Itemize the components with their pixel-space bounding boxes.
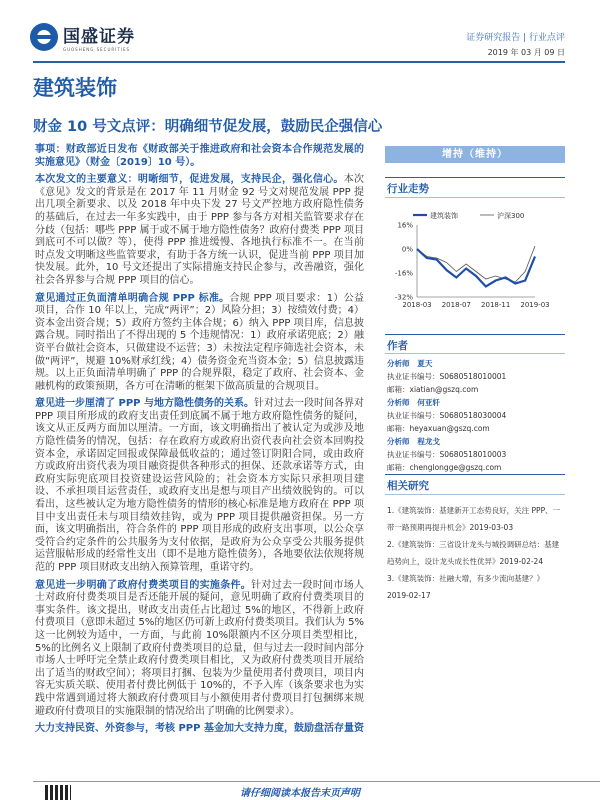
header-divider — [33, 61, 565, 63]
report-type: 证券研究报告 | 行业点评 — [466, 33, 565, 43]
y-tick-label: -16% — [394, 269, 413, 278]
cert-number: S0680518010001 — [439, 372, 507, 381]
logo-text: 国盛证券 — [63, 27, 135, 47]
related-heading: 相关研究 — [387, 480, 429, 492]
y-tick-label: 16% — [397, 221, 413, 230]
related-item[interactable]: 1.《建筑装饰：基建新开工态势良好，关注 PPP、一带一路预期再提升机会》2019-03-03 — [387, 506, 561, 532]
cert-label: 执业证书编号： — [387, 372, 440, 381]
author-email[interactable]: heyaxuan@gszq.com — [409, 424, 490, 433]
authors-heading: 作者 — [387, 340, 408, 352]
qr-code-icon — [45, 785, 71, 800]
related-item[interactable]: 2.《建筑装饰：三省设计龙头与城投调研总结：基建趋势向上，设计龙头成长性优异》2019-02-24 — [387, 540, 560, 566]
divider — [385, 353, 565, 354]
cert-number: S0680518010003 — [439, 450, 507, 459]
trend-chart — [385, 205, 565, 325]
paragraph-body: 合规 PPP 项目要求：1）公益项目，合作 10 年以上，完成“两评”；2）风险分担；3）按绩效付费；4）资本金出资合规；5）政府方签约主体合规；6）纳入 PPP 项目库，信息披露合规。同时指出了不得出现的 5 个违规情况：1）政府承诺兜底；2）融资平台做社会资本，只做建设不运营；3）未按法定程序筛选社会资本，未做“两评”，规避 10%财承红线；4）债务资金充当资本金；5）信息披露违规。以上正负面清单明确了 PPP 的合规界限，稳定了政府、社会资本、金融机构的政策预期，各方可在清晰的框架下做高质量的合规项目。 — [35, 292, 365, 392]
divider — [385, 474, 565, 475]
author-role: 分析师 — [387, 359, 410, 368]
paragraph-lead: 本次发文的主要意义：明晰细节，促进发展，支持民企，强化信心。 — [35, 174, 344, 186]
legend-label: 沪深300 — [497, 212, 525, 220]
divider — [385, 334, 565, 335]
footer-divider — [33, 781, 600, 782]
email-label: 邮箱： — [387, 385, 410, 394]
author-card — [387, 357, 567, 396]
paragraph — [35, 723, 364, 736]
y-tick-label: 0% — [401, 245, 413, 254]
divider — [385, 197, 565, 198]
rating-badge: 增持（维持） — [385, 146, 565, 163]
x-tick-label: 2018-07 — [441, 301, 471, 309]
logo-mark-icon — [30, 23, 58, 51]
paragraph-lead: 意见通过正负面清单明确合规 PPP 标准。 — [35, 292, 230, 304]
email-label: 邮箱： — [387, 463, 410, 472]
author-role: 分析师 — [387, 398, 410, 407]
author-card — [387, 435, 567, 474]
paragraph-lead: 意见进一步厘清了 PPP 与地方隐性债务的关系。 — [35, 398, 254, 410]
paragraph-lead: 大力支持民资、外资参与，考核 PPP 基金加大支持力度，鼓励盘活存量资 — [35, 723, 364, 735]
related-item[interactable]: 3.《建筑装饰：社融大增，有多少流向基建？》2019-02-17 — [387, 574, 545, 600]
divider — [385, 494, 565, 495]
trend-heading: 行业走势 — [387, 183, 429, 195]
paragraph — [35, 398, 364, 574]
logo-subtext: GUOSHENG SECURITIES — [63, 47, 131, 52]
paragraph — [35, 144, 364, 169]
cert-number: S0680518030004 — [439, 411, 507, 420]
paragraph-body: 本次《意见》发文的背景是在 2017 年 11 月财金 92 号文对规范发展 PPP 提出几项全新要求、以及 2018 年中央下发 27 号文严控地方政府隐性债务的基础后，在过去一年多实践中，由于 PPP 参与各方对相关监管要求存在分歧（包括：哪些 PPP 属于或不属于地方隐性债务？政府付费类 PPP 项目到底可不可以做？等），使得 PPP 推进缓慢、各地执行标准不一。在当前时点发文明晰这些监管要求，有助于各方统一认识，促进当前 PPP 项目加快发展。此外，10 号文还提出了实际措施支持民企参与，改善融资，强化社会各界参与合规 PPP 项目的信心。 — [35, 174, 365, 286]
author-email[interactable]: xiatian@gszq.com — [409, 385, 479, 394]
paragraph — [35, 293, 364, 394]
main-body — [35, 144, 364, 741]
paragraph — [35, 580, 364, 719]
cert-label: 执业证书编号： — [387, 411, 440, 420]
email-label: 邮箱： — [387, 424, 410, 433]
paragraph-body: 针对过去一段时间市场人士对政府付费类项目是否还能开展的疑问，意见明确了政府付费类项目的事实条件。该文提出，财政支出责任占比超过 5%的地区，不得新上政府付费项目（意即未超过 5%的地区仍可新上政府付费类项目。我们认为 5%这一比例较为适中，一方面，与此前 10%限额内不区分项目类型相比，5%的比例名义上限制了政府付费类项目的总量，但与过去一段时间内部分市场人士呼吁完全禁止政府付费类项目相比，又为政府付费类项目开展给出了适当的财政空间）；将项目打捆、包装为少量使用者付费项目，项目内容无实质关联、使用者付费比例低于 10%的，不予入库（该条要求也为实践中常遇到通过将大额政府付费项目与小额使用者付费项目打包捆绑来规避政府付费项目的实施限制的情况给出了明确的比例要求）。 — [35, 579, 365, 717]
divider — [385, 177, 565, 178]
author-name: 夏天 — [417, 359, 433, 368]
paragraph — [35, 174, 364, 287]
company-logo — [30, 22, 135, 52]
author-email[interactable]: chenglongge@gszq.com — [409, 463, 502, 472]
x-tick-label: 2019-03 — [520, 301, 550, 309]
footer-disclaimer: 请仔细阅读本报告末页声明 — [240, 788, 360, 799]
author-name: 程龙戈 — [417, 437, 440, 446]
author-name: 何亚轩 — [417, 398, 440, 407]
y-tick-label: -32% — [394, 293, 413, 302]
legend-label: 建筑装饰 — [430, 212, 458, 220]
paragraph-body: 针对过去一段时间各界对 PPP 项目所形成的政府支出责任到底属不属于地方政府隐性债务的疑问，该文从正反两方面加以厘清。一方面，该文明确指出了被认定为或涉及地方隐性债务的情况，包括：存在政府方或政府出资代表向社会资本回购投资本金，承诺固定回报或保障最低收益的；通过签订阴阳合同，或由政府方或政府出资代表为项目融资提供各种形式的担保、还款承诺等方式，由政府实际兜底项目投资建设运营风险的；社会资本方实际只承担项目建设、不承担项目运营责任，或政府支出是想与项目产出绩效脱钩的。可以看出，这些被认定为地方隐性债务的情形的核心标准是地方政府在 PPP 项目中支出责任未与项目绩效挂钩，或为 PPP 项目提供融资担保。另一方面，该文明确指出，符合条件的 PPP 项目形成的政府支出事项，以公众享受符合约定条件的公共服务为支付依据，是政府为公众享受公共服务提供运营服帖形成的经常性支出（即不是地方隐性债务），各地要依法依规将规范的 PPP 项目财政支出纳入预算管理，重诺守约。 — [35, 398, 364, 573]
x-tick-label: 2018-03 — [402, 301, 432, 309]
series-line — [417, 249, 535, 287]
report-title: 财金 10 号文点评：明确细节促发展，鼓励民企强信心 — [33, 119, 383, 135]
related-research-list — [387, 502, 565, 604]
paragraph-lead: 事项：财政部近日发布《财政部关于推进政府和社会资本合作规范发展的实施意见》（财金〔2019〕10 号）。 — [35, 144, 364, 168]
cert-label: 执业证书编号： — [387, 450, 440, 459]
x-tick-label: 2018-11 — [481, 301, 511, 309]
industry-title: 建筑装饰 — [33, 76, 117, 100]
author-role: 分析师 — [387, 437, 410, 446]
report-date: 2019 年 03 月 09 日 — [487, 48, 565, 57]
paragraph-lead: 意见进一步明确了政府付费类项目的实施条件。 — [35, 579, 252, 591]
author-card — [387, 396, 567, 435]
